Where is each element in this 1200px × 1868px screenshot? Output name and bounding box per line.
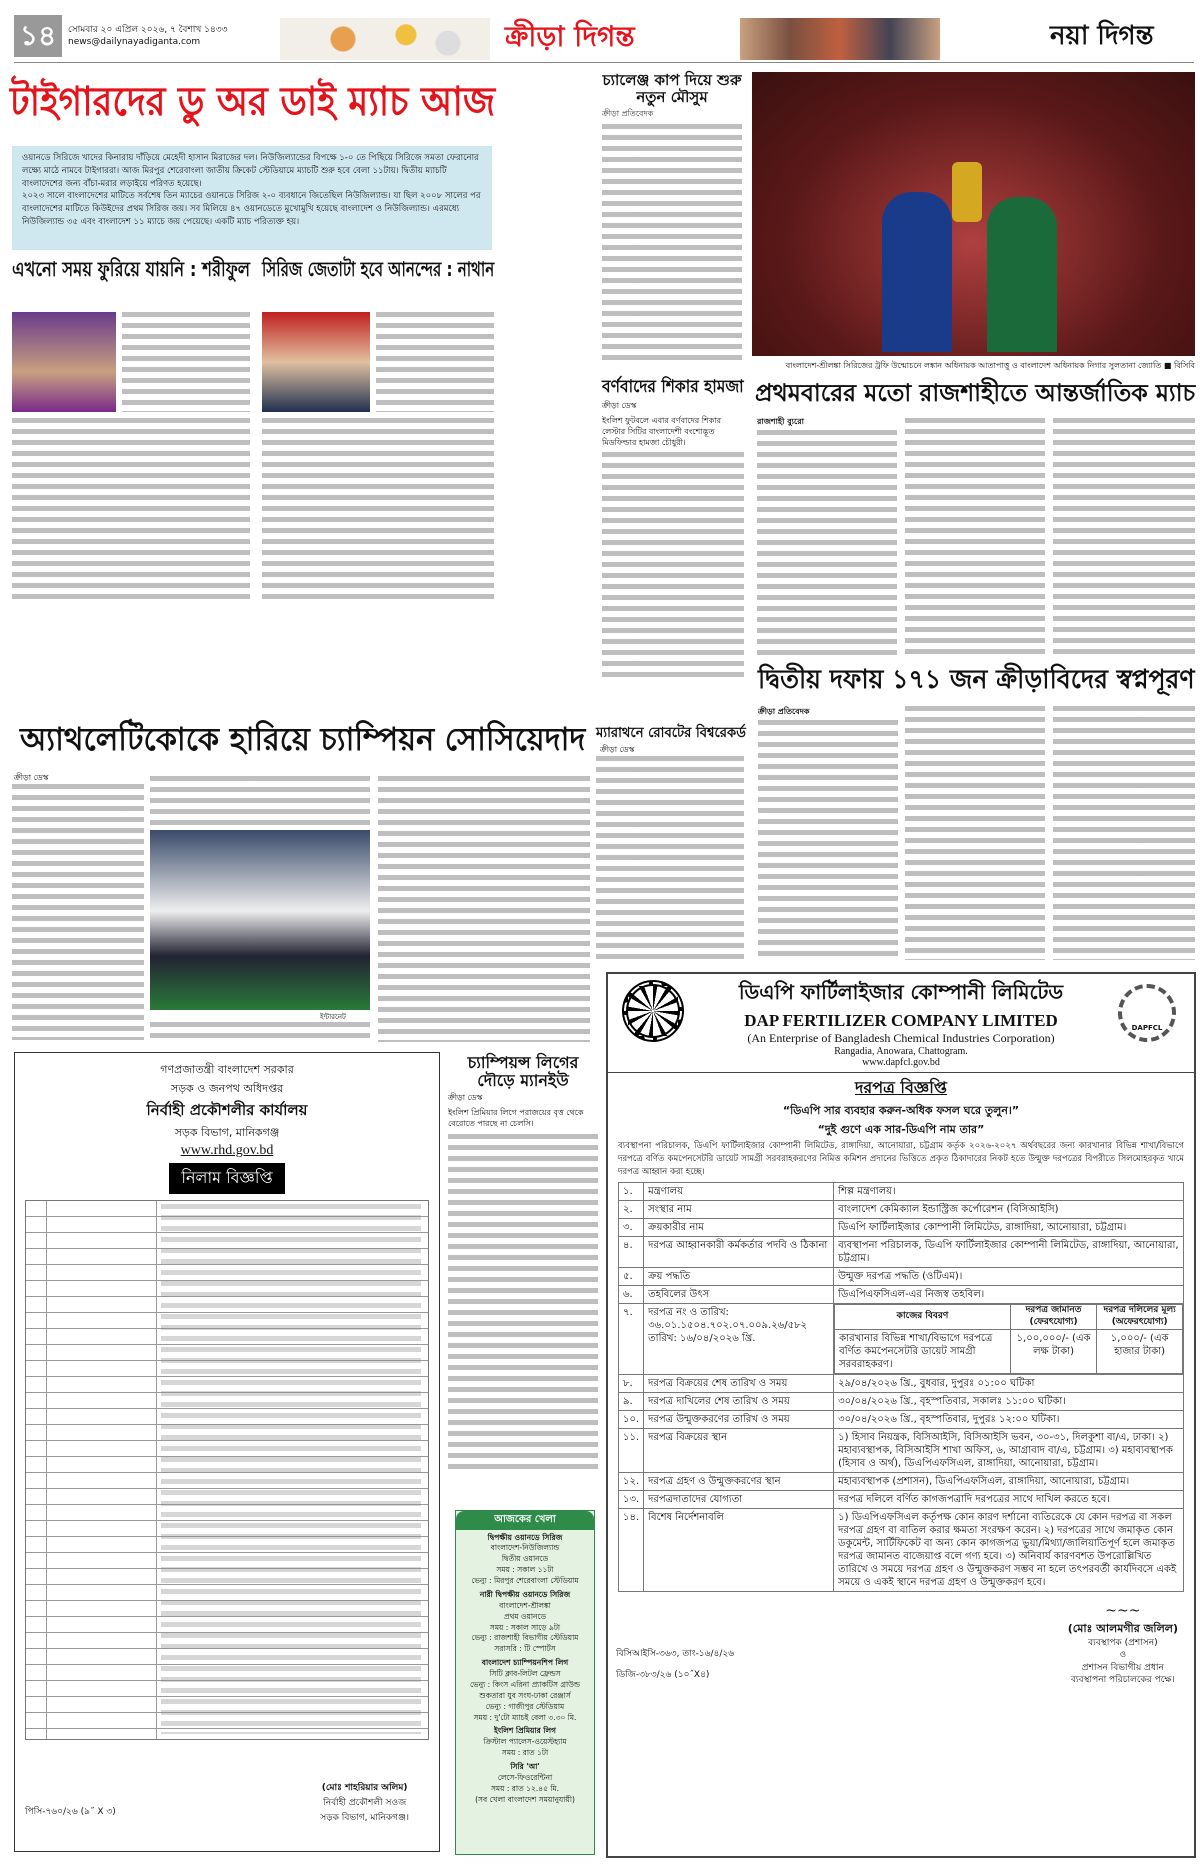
game-line: ভেন্যু : গাজীপুর স্টেডিয়াম xyxy=(485,1701,565,1711)
challenge-cup-story xyxy=(602,72,742,360)
ad-reference: ডিজি-৩৮৩/২৬ (১০˝X৪) xyxy=(616,1670,710,1681)
game-block-title: সিরি 'আ' xyxy=(510,1762,540,1771)
table-row xyxy=(619,1183,1184,1201)
byline: ক্রীড়া ডেস্ক xyxy=(14,773,49,782)
cell-no: ৮. xyxy=(619,1374,644,1392)
issue-date: সোমবার ২০ এপ্রিল ২০২৬, ৭ বৈশাখ ১৪৩৩ xyxy=(68,25,228,35)
cell-value: ৩০/০৪/২০২৬ খ্রি., বৃহস্পতিবার, দুপুরঃ ১২:০০ ঘটিকা। xyxy=(834,1410,1184,1428)
game-line: দ্বিতীয় ওয়ানডে xyxy=(501,1554,549,1564)
tender-intro: ব্যবস্থাপনা পরিচালক, ডিএপি ফার্টিলাইজার কোম্পানী লিমিটেড, রাঙ্গাদিয়া, আনোয়ারা, চট্টগ্রাম কর্তৃক ২০২৬-২০২৭ অর্থবছরের জন্য কারখানার বিভিন্ন শাখা/বিভাগে দরপত্রে বর্ণিত কমপেনসেটরি ডায়েট সামগ্রী সরবরাহকরণের নিমিত্ত কমিশন প্রদানের ভিত্তিতে প্রকৃত ঠিকাদারের নিকট হতে উন্মুক্ত দরপত্রের বিপরীতে সিলমোহরকৃত খামে দরপত্র আহ্বান করা হচ্ছে। xyxy=(618,1141,1184,1177)
awards-headline: দ্বিতীয় দফায় ১৭১ জন ক্রীড়াবিদের স্বপ্নপূরণ xyxy=(758,665,1195,695)
cell-no: ১০. xyxy=(619,1410,644,1428)
slogan: “দুই গুণে এক সার-ডিএপি নাম তার” xyxy=(817,1123,985,1136)
subheadline-nathan: সিরিজ জেতাটা হবে আনন্দের : নাথান xyxy=(262,257,495,281)
company-address: Rangadia, Anowara, Chattogram. xyxy=(834,1046,968,1057)
game-line: ভেন্যু : মিরপুর শেরেবাংলা স্টেডিয়াম xyxy=(471,1576,579,1585)
signer-division: সড়ক বিভাগ, মানিকগঞ্জ। xyxy=(320,1813,409,1823)
slogan: “ডিএপি সার ব্যবহার করুন-অধিক ফসল ঘরে তুলুন।” xyxy=(782,1104,1020,1117)
game-line: সময় : সকাল সাড়ে ৯টা xyxy=(489,1622,561,1632)
game-line: ভেন্যু : কিংস এরিনা প্র্যাকটিস গ্রাউন্ড xyxy=(470,1679,580,1689)
table-row xyxy=(619,1374,1184,1392)
byline: ক্রীড়া প্রতিবেদক xyxy=(602,109,654,118)
masthead-logo: নয়া দিগন্ত xyxy=(1050,21,1154,51)
todays-games-title: আজকের খেলা xyxy=(456,1511,594,1530)
body-text xyxy=(12,784,144,1040)
body-text xyxy=(602,452,744,682)
lead-paragraph: ২০২৩ সালে বাংলাদেশের মাটিতে সর্বশেষ তিন ম্যাচের ওয়ানডে সিরিজ ২-০ ব্যবধানে জিতেছিল নিউজিল্যান্ড। যা ছিল ২০০৮ সালের পর বাংলাদেশের মাটিতে কিউইদের প্রথম সিরিজ জয়। সব মিলিয়ে ৪৭ ওয়ানডেতে মুখোমুখি হয়েছে বাংলাদেশ ও নিউজিল্যান্ড। এরমধ্যে নিউজিল্যান্ড ৩৫ এবং বাংলাদেশ ১১ ম্যাচে জয় পেয়েছে। একটি ম্যাচ পরিত্যক্ত হয়। xyxy=(22,191,481,227)
subheadline-shoriful: এখনো সময় ফুরিয়ে যায়নি : শরীফুল xyxy=(12,257,251,281)
body-text xyxy=(448,1134,598,1474)
body-text xyxy=(602,124,742,360)
cell-value: শিল্প মন্ত্রণালয়। xyxy=(834,1183,1184,1201)
hamza-intro: ইংলিশ ফুটবলে এবার বর্ণবাদের শিকার লেস্টার সিটির বাংলাদেশী বংশোদ্ভূত মিডফিল্ডার হামজা চৌধুরী। xyxy=(602,415,722,448)
game-line: শুকতারা যুব সংঘ-ঢাকা রেঞ্জার্স xyxy=(479,1690,571,1700)
sociedad-headline: অ্যাথলেটিকোকে হারিয়ে চ্যাম্পিয়ন সোসিয়েদাদ xyxy=(20,720,586,758)
cell-label: ক্রয়কারীর নাম xyxy=(644,1219,834,1237)
signer-name: (মোঃ আলমগীর জলিল) xyxy=(1067,1622,1178,1636)
game-line: লেসে-ফিওরেন্টিনা xyxy=(497,1772,553,1782)
photo-credit: ইন্টারনেট xyxy=(320,1013,346,1021)
games-list xyxy=(456,1533,594,1806)
srilanka-captain xyxy=(882,192,952,352)
byline: ক্রীড়া প্রতিবেদক xyxy=(758,707,810,716)
cell-label: দরপত্র আহ্বানকারী কর্মকর্তার পদবি ও ঠিকানা xyxy=(644,1237,834,1268)
body-text xyxy=(262,418,494,600)
body-text xyxy=(378,776,590,1042)
cell-no: ২. xyxy=(619,1201,644,1219)
cell-label: সংস্থার নাম xyxy=(644,1201,834,1219)
body-text xyxy=(905,706,1045,960)
body-text xyxy=(150,776,370,826)
cell-label: দরপত্র বিক্রয়ের শেষ তারিখ ও সময় xyxy=(644,1374,834,1392)
company-website[interactable]: www.dapfcl.gov.bd xyxy=(862,1057,940,1068)
table-row xyxy=(619,1201,1184,1219)
hamza-story xyxy=(602,378,744,682)
photo-caption: বাংলাদেশ-শ্রীলঙ্কা সিরিজের ট্রফি উন্মোচনে লঙ্কান অধিনায়ক আতাপাত্তু ও বাংলাদেশ অধিনায়ক নিগার সুলতানা জ্যোতি ■ বিসিবি xyxy=(785,361,1195,370)
body-text xyxy=(905,418,1045,658)
game-line: ভেন্যু : রাজশাহী বিভাগীয় স্টেডিয়াম xyxy=(471,1633,579,1643)
cell-value: ১) হিসাব নিয়ন্ত্রক, বিসিআইসি, বিসিআইসি ভবন, ৩০-৩১, দিলকুশা বা/এ, ঢাকা। ২) মহাব্যবস্থাপক, বিসিআইসি শাখা অফিস, ৬, আগ্রাবাদ বা/এ, চট্টগ্রাম। ৩) মহাব্যবস্থাপক (হিসাব ও অর্থ), ডিএপিএফসিএল, রাঙ্গাদিয়া, আনোয়ারা, চট্টগ্রাম। xyxy=(834,1428,1184,1472)
cell-label: মন্ত্রণালয় xyxy=(644,1183,834,1201)
cell-label: দরপত্রদাতাদের যোগ্যতা xyxy=(644,1490,834,1508)
page-number-box: ১৪ xyxy=(14,15,62,57)
challenge-cup-headline: চ্যালেঞ্জ কাপ দিয়ে শুরু নতুন মৌসুম xyxy=(602,71,742,106)
game-line: বাংলাদেশ-শ্রীলঙ্কা xyxy=(499,1600,551,1610)
manutd-intro: ইংলিশ প্রিমিয়ার লিগে পরাজয়ের বৃত্ত থেকে বেরোতে পারছে না চেলসি। xyxy=(448,1108,584,1129)
game-line: সময় : রাত ১২.৪৫ মি. xyxy=(490,1783,560,1793)
todays-games-box xyxy=(455,1510,595,1855)
bcic-logo-icon xyxy=(622,980,684,1042)
game-line: সময় : সকাল ১১টা xyxy=(496,1565,554,1575)
shoriful-photo xyxy=(12,312,116,412)
auction-title: নিলাম বিজ্ঞপ্তি xyxy=(169,1163,284,1194)
game-block-title: ইংলিশ প্রিমিয়ার লিগ xyxy=(494,1726,556,1736)
cell-no: ১. xyxy=(619,1183,644,1201)
hamza-headline: বর্ণবাদের শিকার হামজা xyxy=(602,377,744,397)
sports-balls-image xyxy=(280,18,490,60)
game-block-title: নারী দ্বিপক্ষীয় ওয়ানডে সিরিজ xyxy=(479,1589,571,1599)
govt-line: গণপ্রজাতন্ত্রী বাংলাদেশ সরকার xyxy=(160,1063,294,1076)
cell-no: ৩. xyxy=(619,1219,644,1237)
table-row xyxy=(619,1286,1184,1304)
byline: ক্রীড়া ডেস্ক xyxy=(600,745,635,754)
cell-value: উন্মুক্ত দরপত্র পদ্ধতি (ওটিএম)। xyxy=(834,1268,1184,1286)
body-text xyxy=(122,312,250,412)
cell-no: ৫. xyxy=(619,1268,644,1286)
table-row xyxy=(619,1490,1184,1508)
table-row xyxy=(619,1428,1184,1472)
cell-value: দরপত্র দলিলে বর্ণিত কাগজপত্রাদি দরপত্রের সাথে দাখিল করতে হবে। xyxy=(834,1490,1184,1508)
manutd-story xyxy=(448,1054,598,1474)
signer-title: ব্যবস্থাপক (প্রশাসন) xyxy=(1088,1637,1158,1648)
header-divider xyxy=(14,62,1194,63)
byline: ক্রীড়া ডেস্ক xyxy=(448,1093,483,1103)
byline: ক্রীড়া ডেস্ক xyxy=(602,400,637,410)
cell-no: ৯. xyxy=(619,1392,644,1410)
body-text xyxy=(376,312,494,412)
section-title: ক্রীড়া দিগন্ত xyxy=(505,20,635,53)
enterprise-line: (An Enterprise of Bangladesh Chemical Industries Corporation) xyxy=(747,1031,1055,1045)
body-text xyxy=(758,720,898,960)
rhd-website[interactable]: www.rhd.gov.bd xyxy=(180,1143,274,1158)
cell-label: ক্রয় পদ্ধতি xyxy=(644,1268,834,1286)
game-line: প্রথম ওয়ানডে xyxy=(503,1611,547,1621)
cell-value: ৩০/০৪/২০২৬ খ্রি., বৃহস্পতিবার, সকালঃ ১১:০০ ঘটিকা। xyxy=(834,1392,1184,1410)
game-line: সরাসরি : টি স্পোর্টস xyxy=(494,1644,556,1654)
game-line: সিটি ক্লাব-লিটল ফ্রেন্ডস xyxy=(489,1669,561,1678)
cell-value: ২৯/০৪/২০২৬ খ্রি., বুধবার, দুপুরঃ ০১:০০ ঘটিকা xyxy=(834,1374,1184,1392)
ad-reference: পিসি-৭৬০/২৬ (৯˝ X ৩) xyxy=(25,1807,116,1817)
cell-value: ১) ডিএপিএফসিএল কর্তৃপক্ষ কোন কারণ দর্শানো ব্যতিরেকে যে কোন দরপত্র বা সকল দরপত্র গ্রহণ বা বাতিল করার ক্ষমতা সংরক্ষণ করেন। ২) দরপত্রের সাথে জমাকৃত কোন ডকুমেন্ট, সার্টিফিকেট বা অন্য কোন কাগজপত্র ভুয়া/মিথ্যা/জালিয়াতিপূর্ণ হলে জমাকৃত দরপত্র জামানত বাজেয়াপ্ত বলে গণ্য হবে। ৩) অনিবার্য কারণবশত উপরোল্লিখিত তারিখে ও সময়ে দরপত্র গ্রহণ ও উন্মুক্তকরণ সম্ভব না হলে তৎপরবর্তী কার্যদিবসে একই সময়ে ও একই স্থানে দরপত্র গ্রহণ ও উন্মুক্তকরণ হবে। xyxy=(834,1508,1184,1591)
cell-label: দরপত্র বিক্রয়ের স্থান xyxy=(644,1428,834,1472)
rajshahi-headline: প্রথমবারের মতো রাজশাহীতে আন্তর্জাতিক ম্যাচ xyxy=(755,379,1196,407)
body-text xyxy=(150,1022,370,1044)
company-name-bn: ডিএপি ফার্টিলাইজার কোম্পানী লিমিটেড xyxy=(738,980,1064,1004)
cell-value: ব্যবস্থাপনা পরিচালক, ডিএপি ফার্টিলাইজার কোম্পানী লিমিটেড, রাঙ্গাদিয়া, আনোয়ারা, চট্টগ্রাম। xyxy=(834,1237,1184,1268)
signer-and: ও xyxy=(1119,1650,1127,1661)
ad-reference: বিসিআইসি-৩৬৩, তাং-১৬/৪/২৬ xyxy=(616,1648,735,1659)
game-line: (সব খেলা বাংলাদেশ সময়ানুযায়ী) xyxy=(475,1794,575,1804)
bangladesh-captain xyxy=(987,197,1057,352)
division-name: সড়ক বিভাগ, মানিকগঞ্জ xyxy=(174,1126,280,1139)
body-text xyxy=(12,418,250,600)
manutd-headline: চ্যাম্পিয়ন্স লিগের দৌড়ে ম্যানইউ xyxy=(467,1053,579,1090)
game-line: সময় : দু'টো ম্যাচই বেলা ৩.৩০ মি. xyxy=(473,1712,577,1722)
tender-table xyxy=(618,1182,1184,1591)
signer-title: ব্যবস্থাপনা পরিচালকের পক্ষে। xyxy=(1070,1675,1175,1686)
cell-value: ডিএপিএফসিএল-এর নিজস্ব তহবিল। xyxy=(834,1286,1184,1304)
table-row xyxy=(619,1219,1184,1237)
body-text xyxy=(1053,706,1195,960)
dap-tender-notice xyxy=(606,972,1196,1858)
cell-no: ১৪. xyxy=(619,1508,644,1591)
auction-table xyxy=(25,1200,429,1740)
athletes-image xyxy=(740,18,940,60)
cell-value: বাংলাদেশ কেমিক্যাল ইন্ডাস্ট্রিজ কর্পোরেশন (বিসিআইসি) xyxy=(834,1201,1184,1219)
table-row xyxy=(619,1268,1184,1286)
table-row: ৭. দরপত্র নং ও তারিখ: ৩৬.০১.১৫০৪.৭০২.০৭.০০৯.২৬/৫৮২ তারিখ: ১৬/০৪/২০২৬ খ্রি. কাজের বিবরণ দরপত্র জামানত (ফেরৎযোগ্য) দরপত্র দলিলের মূল্য (অফেরৎযোগ্য) কারখানার বিভিন্ন শাখা/বিভাগে দরপত্রে বর্ণিত কমপেনসেটরি ডায়েট সামগ্রী সরবরাহকরণ। ১,০০,০০০/- (এক লক্ষ টাকা) ১,০০০/- (এক হাজার টাকা) xyxy=(619,1304,1184,1374)
cell-value: মহাব্যবস্থাপক (প্রশাসন), ডিএপিএফসিএল, রাঙ্গাদিয়া, আনোয়ারা, চট্টগ্রাম। xyxy=(834,1472,1184,1490)
table-row xyxy=(619,1472,1184,1490)
trophy xyxy=(952,162,982,222)
email: news@dailynayadiganta.com xyxy=(68,37,201,47)
body-text xyxy=(596,756,744,961)
body-text xyxy=(1053,418,1195,658)
game-line: বাংলাদেশ-নিউজিল্যান্ড xyxy=(490,1543,560,1553)
lead-paragraph: ওয়ানডে সিরিজে খাদের কিনারায় দাঁড়িয়ে মেহেদী হাসান মিরাজের দল। নিউজিল্যান্ডের বিপক্ষে ১-০ তে পিছিয়ে সিরিজে সমতা ফেরানোর লক্ষ্যে মাঠে নামবে টাইগাররা। আজ মিরপুর শেরেবাংলা জাতীয় ক্রিকেট স্টেডিয়ামে ম্যাচটি শুরু হবে বেলা ১১টায়। দ্বিতীয় ম্যাচটি বাংলাদেশের জন্য বাঁচা-মরার লড়াইয়ে পরিণত হয়েছে। xyxy=(22,153,479,189)
marathon-headline: ম্যারাথনে রোবটের বিশ্বরেকর্ড xyxy=(596,725,746,741)
cell-no: ১২. xyxy=(619,1472,644,1490)
tender-title: দরপত্র বিজ্ঞপ্তি xyxy=(855,1078,947,1097)
cell-no: ১১. xyxy=(619,1428,644,1472)
main-headline: টাইগারদের ডু অর ডাই ম্যাচ আজ xyxy=(10,79,496,125)
signer-title: প্রশাসন বিভাগীয় প্রধান xyxy=(1081,1662,1164,1673)
dapfcl-gear-logo: DAPFCL xyxy=(1118,984,1176,1042)
signature: ~~~ xyxy=(1105,1602,1141,1619)
trophy-unveiling-photo xyxy=(752,72,1195,356)
nathan-photo xyxy=(262,312,370,412)
byline: রাজশাহী ব্যুরো xyxy=(757,417,804,426)
game-block-title: বাংলাদেশ চ্যাম্পিয়নশিপ লিগ xyxy=(481,1658,569,1668)
game-line: সময় : রাত ১টা xyxy=(501,1748,549,1758)
table-row xyxy=(619,1410,1184,1428)
table-row xyxy=(619,1392,1184,1410)
company-name-en: DAP FERTILIZER COMPANY LIMITED xyxy=(744,1011,1058,1030)
cell-label: দরপত্র উন্মুক্তকরণের তারিখ ও সময় xyxy=(644,1410,834,1428)
table-row xyxy=(619,1237,1184,1268)
cell-label: বিশেষ নির্দেশনাবলি xyxy=(644,1508,834,1591)
sociedad-celebration-photo xyxy=(150,830,370,1010)
cell-label: দরপত্র গ্রহণ ও উন্মুক্তকরণের স্থান xyxy=(644,1472,834,1490)
cell-no: ৬. xyxy=(619,1286,644,1304)
cell-label: দরপত্র দাখিলের শেষ তারিখ ও সময় xyxy=(644,1392,834,1410)
game-block-title: দ্বিপক্ষীয় ওয়ানডে সিরিজ xyxy=(487,1532,563,1542)
lead-box xyxy=(12,146,492,250)
office-name: নির্বাহী প্রকৌশলীর কার্যালয় xyxy=(146,1101,308,1119)
main-story-top xyxy=(12,146,494,280)
signer-title: নির্বাহী প্রকৌশলী সওজ xyxy=(323,1798,407,1808)
cell-no: ৪. xyxy=(619,1237,644,1268)
body-text xyxy=(757,430,897,658)
table-row xyxy=(619,1508,1184,1591)
rhd-auction-notice xyxy=(14,1052,440,1852)
game-line: ক্রিস্টাল প্যালেস-ওয়েস্টহ্যাম xyxy=(483,1737,567,1747)
cell-no: ১৩. xyxy=(619,1490,644,1508)
cell-value: ডিএপি ফার্টিলাইজার কোম্পানী লিমিটেড, রাঙ্গাদিয়া, আনোয়ারা, চট্টগ্রাম। xyxy=(834,1219,1184,1237)
cell-label: তহবিলের উৎস xyxy=(644,1286,834,1304)
dept-line: সড়ক ও জনপথ অধিদপ্তর xyxy=(170,1082,284,1095)
signer-name: (মোঃ শাহরিয়ার অলিম) xyxy=(321,1783,408,1793)
